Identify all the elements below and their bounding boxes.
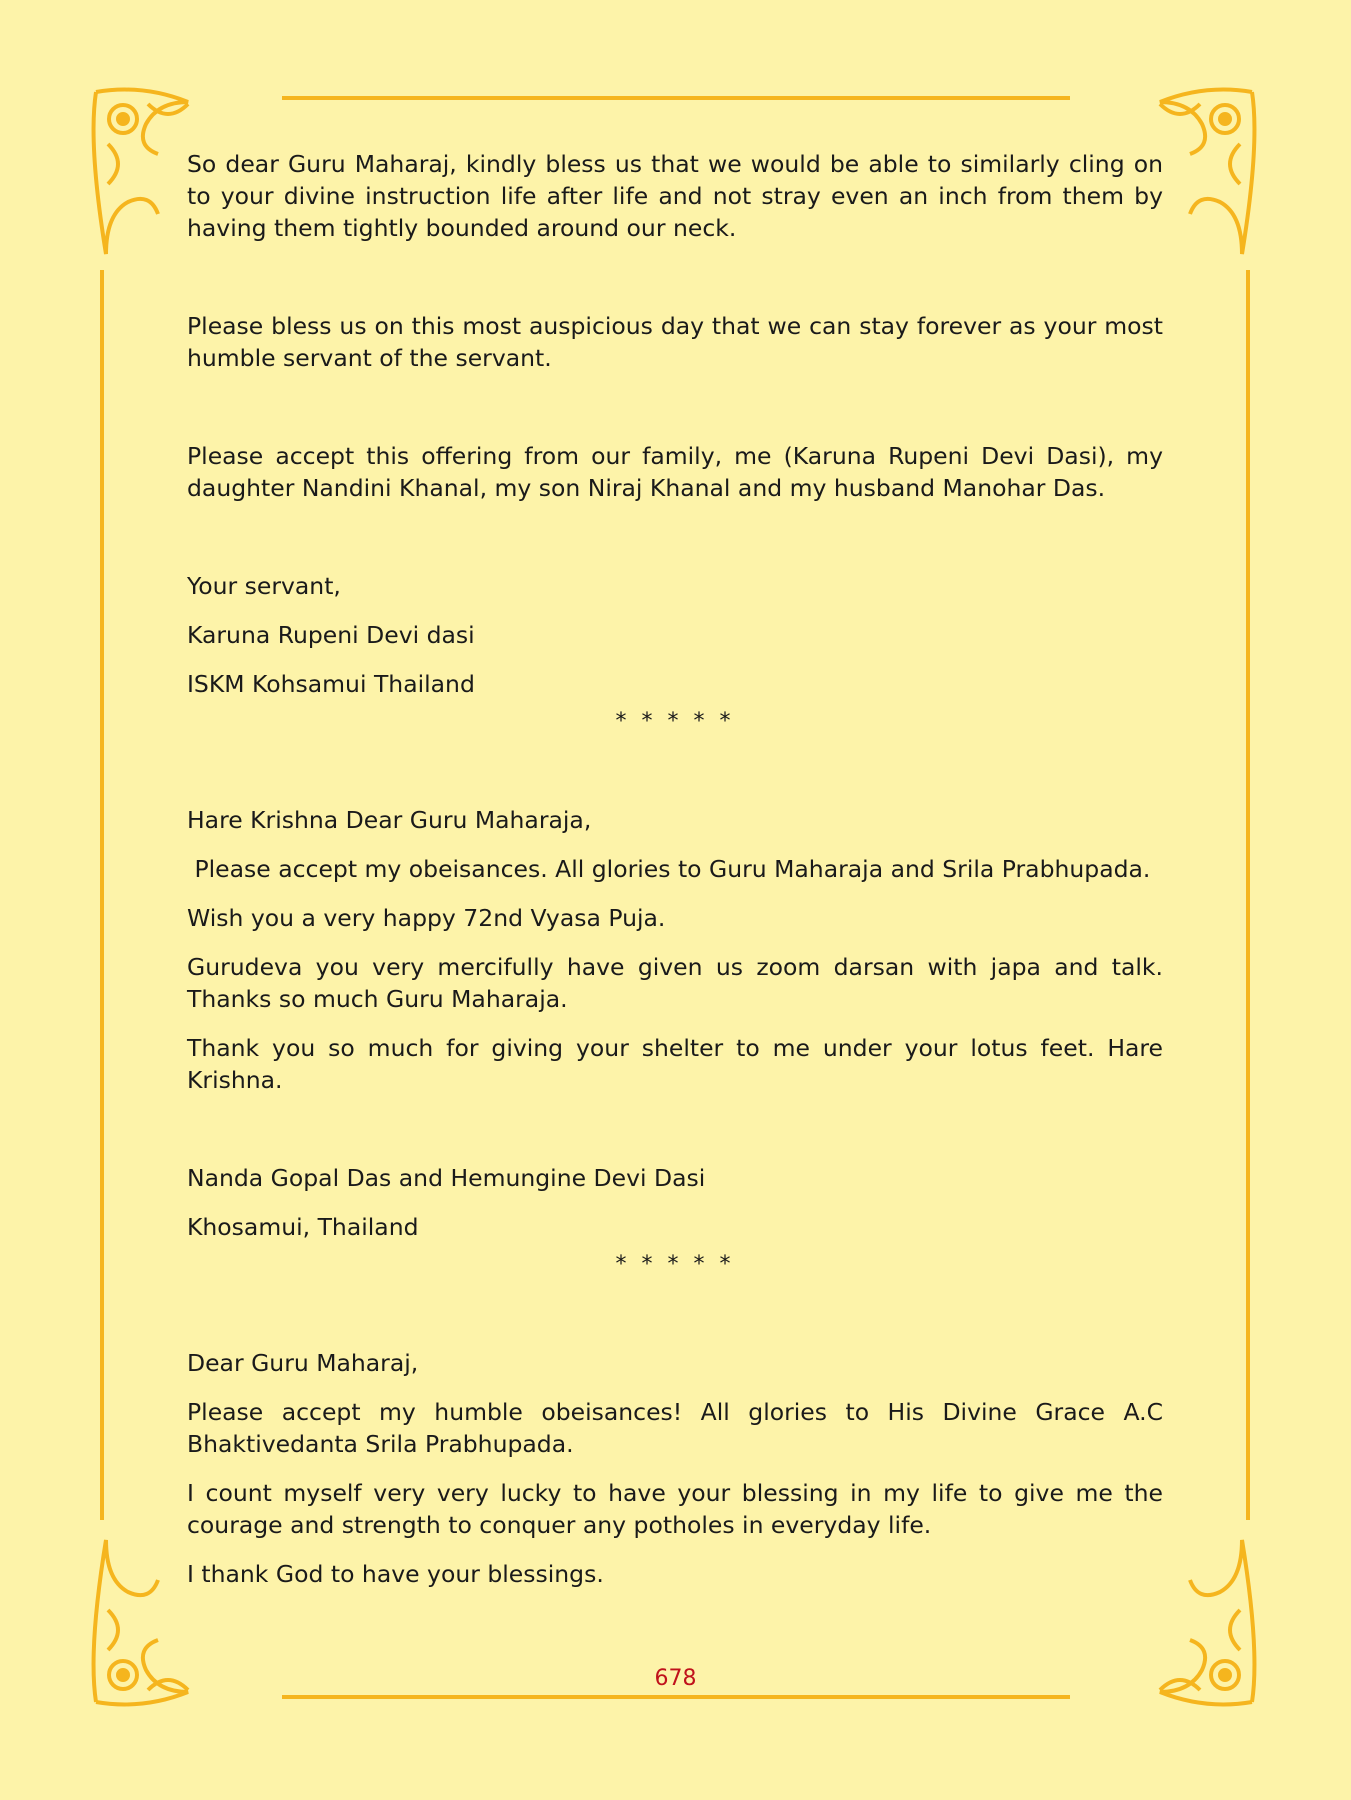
signature-location: ISKM Kohsamui Thailand xyxy=(187,670,475,698)
paragraph: Wish you a very happy 72nd Vyasa Puja. xyxy=(187,904,666,932)
paragraph: Please bless us on this most auspicious day that we can stay forever as your most humble servant of the servant. xyxy=(187,312,1163,372)
closing-line: Your servant, xyxy=(187,572,341,600)
section-separator: * * * * * xyxy=(615,1252,735,1277)
salutation: Dear Guru Maharaj, xyxy=(187,1349,419,1377)
page-content xyxy=(187,148,1163,1590)
border-top xyxy=(282,96,1070,100)
paragraph: I thank God to have your blessings. xyxy=(187,1560,604,1588)
paragraph: Please accept this offering from our family, me (Karuna Rupeni Devi Dasi), my daughter Nandini Khanal, my son Niraj Khanal and my husband Manohar Das. xyxy=(187,442,1163,502)
border-right xyxy=(1246,270,1250,1520)
paragraph: Please accept my humble obeisances! All glories to His Divine Grace A.C Bhaktivedanta Srila Prabhupada. xyxy=(187,1398,1163,1458)
border-bottom xyxy=(282,1695,1070,1699)
paragraph: Thank you so much for giving your shelter to me under your lotus feet. Hare Krishna. xyxy=(187,1034,1163,1094)
signature-name: Karuna Rupeni Devi dasi xyxy=(187,621,475,649)
section-separator: * * * * * xyxy=(615,709,735,734)
signature-location: Khosamui, Thailand xyxy=(187,1213,419,1241)
corner-ornament-top-right-icon xyxy=(1150,84,1260,264)
corner-ornament-top-left-icon xyxy=(88,84,198,264)
signature-name: Nanda Gopal Das and Hemungine Devi Dasi xyxy=(187,1164,706,1192)
salutation: Hare Krishna Dear Guru Maharaja, xyxy=(187,806,592,834)
paragraph: Gurudeva you very mercifully have given us zoom darsan with japa and talk. Thanks so much Guru Maharaja. xyxy=(187,953,1163,1013)
border-left xyxy=(100,270,104,1520)
paragraph: Please accept my obeisances. All glories to Guru Maharaja and Srila Prabhupada. xyxy=(187,855,1151,883)
paragraph: I count myself very very lucky to have your blessing in my life to give me the courage and strength to conquer any potholes in everyday life. xyxy=(187,1479,1163,1539)
page-number: 678 xyxy=(654,1666,697,1691)
paragraph: So dear Guru Maharaj, kindly bless us that we would be able to similarly cling on to your divine instruction life after life and not stray even an inch from them by having them tightly bounded around our neck. xyxy=(187,150,1163,242)
